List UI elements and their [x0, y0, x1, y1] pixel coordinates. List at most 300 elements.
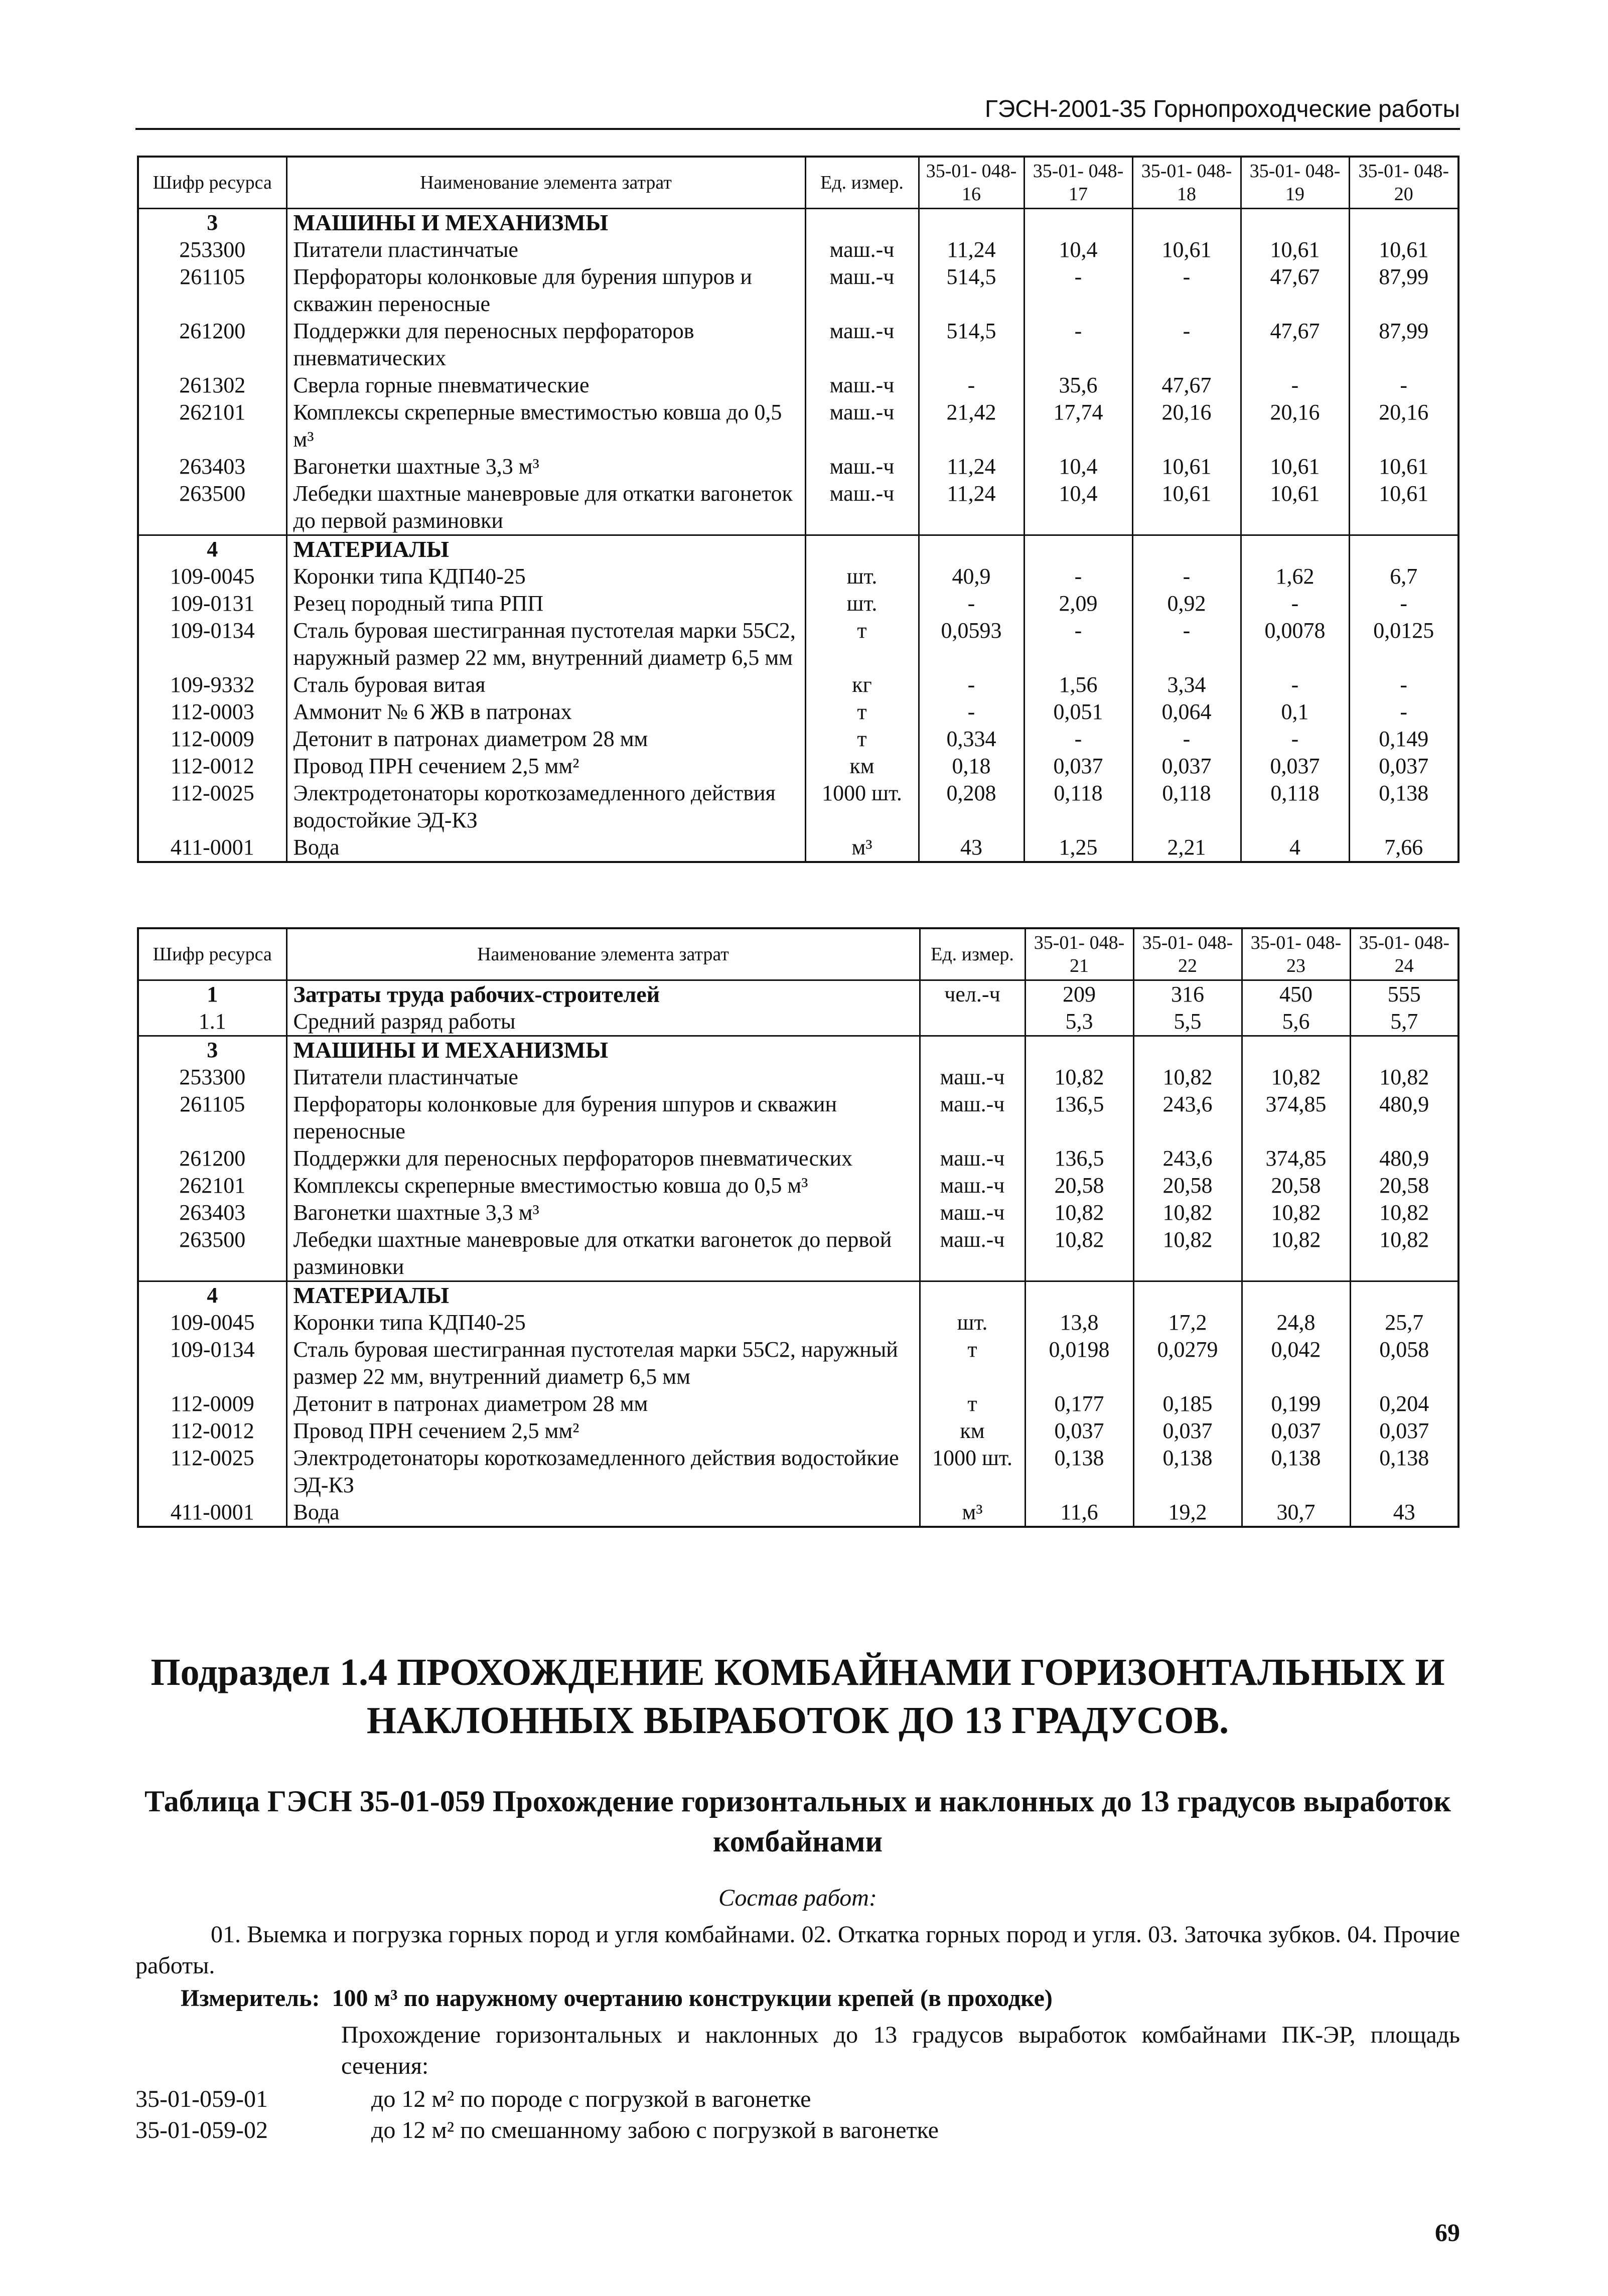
running-header: ГЭСН-2001-35 Горнопроходческие работы	[135, 95, 1460, 130]
row-value: 10,61	[1241, 453, 1349, 480]
row-value: 43	[1350, 1499, 1458, 1527]
row-value: 30,7	[1242, 1499, 1350, 1527]
row-value: 10,82	[1133, 1199, 1242, 1226]
table-row	[138, 1281, 1458, 1310]
column-header-code: Шифр ресурса	[138, 928, 286, 980]
row-value: -	[919, 671, 1024, 698]
row-value: 0,1	[1241, 698, 1349, 726]
row-unit: 1000 шт.	[805, 780, 919, 834]
item-text: до 12 м² по породе с погрузкой в вагонетке	[371, 2086, 811, 2112]
row-value: 0,037	[1132, 753, 1241, 780]
row-value: 514,5	[919, 318, 1024, 372]
row-code: 262101	[138, 1172, 286, 1199]
row-value: 0,0125	[1349, 617, 1458, 671]
row-value	[1242, 1036, 1350, 1064]
column-header-norm: 35-01- 048-16	[919, 157, 1024, 209]
row-name: Вагонетки шахтные 3,3 м³	[286, 453, 805, 480]
row-unit: м³	[920, 1499, 1025, 1527]
table-row	[138, 1036, 1458, 1064]
row-code: 109-0134	[138, 1336, 286, 1390]
table-row	[138, 209, 1458, 237]
column-header-unit: Ед. измер.	[920, 928, 1025, 980]
row-value: 136,5	[1025, 1145, 1133, 1172]
row-value: -	[1241, 590, 1349, 617]
row-value: 0,177	[1025, 1390, 1133, 1417]
row-code: 3	[138, 1036, 286, 1064]
column-header-norm: 35-01- 048-20	[1349, 157, 1458, 209]
row-unit	[920, 1008, 1025, 1036]
table-row	[138, 453, 1458, 480]
row-value: -	[919, 698, 1024, 726]
row-value: 10,4	[1024, 480, 1132, 535]
row-name: Средний разряд работы	[286, 1008, 920, 1036]
row-value: -	[919, 372, 1024, 399]
column-header-norm: 35-01- 048-24	[1350, 928, 1458, 980]
row-value: 11,6	[1025, 1499, 1133, 1527]
row-value: 374,85	[1242, 1091, 1350, 1145]
table-row	[138, 480, 1458, 535]
row-value: 0,037	[1349, 753, 1458, 780]
row-value: 10,82	[1350, 1226, 1458, 1281]
row-name: Комплексы скреперные вместимостью ковша до 0,5 м³	[286, 399, 805, 453]
row-unit: маш.-ч	[805, 480, 919, 535]
row-value: 20,58	[1133, 1172, 1242, 1199]
row-code: 112-0025	[138, 1445, 286, 1499]
row-value: 480,9	[1350, 1091, 1458, 1145]
row-value	[1132, 535, 1241, 563]
row-name: Провод ПРН сечением 2,5 мм²	[286, 1417, 920, 1445]
row-value: 514,5	[919, 263, 1024, 318]
row-value: 0,138	[1025, 1445, 1133, 1499]
row-unit: маш.-ч	[805, 453, 919, 480]
row-value: 17,74	[1024, 399, 1132, 453]
row-value: -	[1241, 372, 1349, 399]
row-name: Перфораторы колонковые для бурения шпуров и скважин переносные	[286, 263, 805, 318]
row-unit: маш.-ч	[920, 1145, 1025, 1172]
row-code: 263500	[138, 1226, 286, 1281]
row-name: Сталь буровая витая	[286, 671, 805, 698]
row-name: Электродетонаторы короткозамедленного действия водостойкие ЭД-КЗ	[286, 1445, 920, 1499]
row-value: 21,42	[919, 399, 1024, 453]
row-value: 11,24	[919, 480, 1024, 535]
row-value	[1241, 535, 1349, 563]
row-unit: т	[920, 1390, 1025, 1417]
row-unit: кг	[805, 671, 919, 698]
row-value: 0,037	[1241, 753, 1349, 780]
table-row	[138, 1445, 1458, 1499]
row-code: 253300	[138, 1064, 286, 1091]
row-name: Перфораторы колонковые для бурения шпуров и скважин переносные	[286, 1091, 920, 1145]
row-value: 0,037	[1024, 753, 1132, 780]
row-value: 0,058	[1350, 1336, 1458, 1390]
table-row	[138, 236, 1458, 263]
row-code: 1.1	[138, 1008, 286, 1036]
row-name: Вода	[286, 1499, 920, 1527]
row-value: 0,118	[1024, 780, 1132, 834]
row-value: 374,85	[1242, 1145, 1350, 1172]
table-row	[138, 671, 1458, 698]
row-code: 112-0003	[138, 698, 286, 726]
row-value: 450	[1242, 980, 1350, 1009]
row-name: Сверла горные пневматические	[286, 372, 805, 399]
row-name: Провод ПРН сечением 2,5 мм²	[286, 753, 805, 780]
row-value: 4	[1241, 834, 1349, 862]
row-value: 10,61	[1241, 480, 1349, 535]
row-unit: 1000 шт.	[920, 1445, 1025, 1499]
row-code: 263403	[138, 1199, 286, 1226]
row-name: Сталь буровая шестигранная пустотелая марки 55С2, наружный размер 22 мм, внутренний диаметр 6,5 мм	[286, 617, 805, 671]
row-value: 0,064	[1132, 698, 1241, 726]
row-value: 0,138	[1242, 1445, 1350, 1499]
row-value	[1133, 1036, 1242, 1064]
row-value: 10,82	[1350, 1199, 1458, 1226]
column-header-norm: 35-01- 048-17	[1024, 157, 1132, 209]
row-code: 109-0131	[138, 590, 286, 617]
row-code: 112-0009	[138, 726, 286, 753]
row-value: 10,61	[1349, 453, 1458, 480]
row-unit: маш.-ч	[805, 399, 919, 453]
row-code: 109-0045	[138, 563, 286, 590]
row-value: 20,58	[1242, 1172, 1350, 1199]
table-title: Таблица ГЭСН 35-01-059 Прохождение горизонтальных и наклонных до 13 градусов выработок комбайнами	[144, 1785, 1451, 1858]
row-unit: маш.-ч	[805, 263, 919, 318]
row-value: 25,7	[1350, 1309, 1458, 1336]
row-value: 20,16	[1241, 399, 1349, 453]
row-value: 10,61	[1132, 236, 1241, 263]
row-name: Питатели пластинчатые	[286, 1064, 920, 1091]
page-number: 69	[1435, 2218, 1460, 2246]
table-row	[138, 372, 1458, 399]
row-code: 1	[138, 980, 286, 1009]
row-unit: т	[920, 1336, 1025, 1390]
row-unit: т	[805, 698, 919, 726]
table-row	[138, 1499, 1458, 1527]
row-value: 10,82	[1350, 1064, 1458, 1091]
row-value: -	[1132, 563, 1241, 590]
row-unit: т	[805, 726, 919, 753]
row-value: -	[1024, 617, 1132, 671]
row-value: 87,99	[1349, 263, 1458, 318]
row-value	[1350, 1036, 1458, 1064]
table-row	[138, 753, 1458, 780]
row-value: 0,185	[1133, 1390, 1242, 1417]
row-value: 20,58	[1350, 1172, 1458, 1199]
column-header-name: Наименование элемента затрат	[286, 157, 805, 209]
table-row	[138, 1008, 1458, 1036]
work-composition-text: 01. Выемка и погрузка горных пород и угля комбайнами. 02. Откатка горных пород и угля. 03. Заточка зубков. 04. Прочие работы.	[135, 1921, 1460, 1979]
row-unit: маш.-ч	[920, 1091, 1025, 1145]
table-header-row	[138, 928, 1458, 980]
work-items-list	[135, 2084, 939, 2146]
column-header-unit: Ед. измер.	[805, 157, 919, 209]
meter-value: 100 м³ по наружному очертанию конструкции крепей (в проходке)	[332, 1985, 1053, 2012]
row-value: 10,61	[1132, 480, 1241, 535]
row-value: 3,34	[1132, 671, 1241, 698]
row-name: Сталь буровая шестигранная пустотелая марки 55С2, наружный размер 22 мм, внутренний диаметр 6,5 мм	[286, 1336, 920, 1390]
row-value: 1,25	[1024, 834, 1132, 862]
row-code: 3	[138, 209, 286, 237]
row-unit: т	[805, 617, 919, 671]
row-value: -	[1349, 372, 1458, 399]
row-value: 47,67	[1241, 318, 1349, 372]
row-value: 2,21	[1132, 834, 1241, 862]
table-row	[138, 834, 1458, 862]
row-value: 2,09	[1024, 590, 1132, 617]
row-name: Вагонетки шахтные 3,3 м³	[286, 1199, 920, 1226]
column-header-norm: 35-01- 048-19	[1241, 157, 1349, 209]
row-unit: шт.	[805, 590, 919, 617]
row-name: Лебедки шахтные маневровые для откатки вагонеток до первой разминовки	[286, 480, 805, 535]
row-name: Питатели пластинчатые	[286, 236, 805, 263]
column-header-norm: 35-01- 048-21	[1025, 928, 1133, 980]
row-value	[1349, 535, 1458, 563]
work-composition-title: Состав работ:	[718, 1885, 877, 1911]
row-value	[1133, 1281, 1242, 1310]
item-text: до 12 м² по смешанному забою с погрузкой в вагонетке	[371, 2117, 939, 2143]
row-code: 109-0045	[138, 1309, 286, 1336]
row-name: Вода	[286, 834, 805, 862]
row-value: 0,149	[1349, 726, 1458, 753]
table-row	[138, 1145, 1458, 1172]
row-name: Коронки типа КДП40-25	[286, 1309, 920, 1336]
row-value: 0,042	[1242, 1336, 1350, 1390]
row-value: -	[1132, 318, 1241, 372]
row-value: 0,037	[1242, 1417, 1350, 1445]
row-unit	[920, 1281, 1025, 1310]
row-unit: маш.-ч	[805, 318, 919, 372]
row-value: 0,18	[919, 753, 1024, 780]
table-row	[138, 1309, 1458, 1336]
item-code: 35-01-059-01	[135, 2086, 268, 2112]
row-value: 0,037	[1025, 1417, 1133, 1445]
row-value: 0,118	[1241, 780, 1349, 834]
row-name: МАШИНЫ И МЕХАНИЗМЫ	[286, 209, 805, 237]
table-row	[138, 399, 1458, 453]
row-code: 112-0009	[138, 1390, 286, 1417]
row-name: Детонит в патронах диаметром 28 мм	[286, 726, 805, 753]
row-value: 10,82	[1025, 1226, 1133, 1281]
table-row	[138, 698, 1458, 726]
list-item	[135, 2115, 939, 2146]
table-row	[138, 1390, 1458, 1417]
row-name: Комплексы скреперные вместимостью ковша до 0,5 м³	[286, 1172, 920, 1199]
table-row	[138, 1336, 1458, 1390]
row-value: 10,61	[1349, 236, 1458, 263]
row-value	[1349, 209, 1458, 237]
row-unit: маш.-ч	[805, 372, 919, 399]
row-value: -	[919, 590, 1024, 617]
row-value: -	[1132, 263, 1241, 318]
row-value	[1024, 535, 1132, 563]
row-name: Лебедки шахтные маневровые для откатки вагонеток до первой разминовки	[286, 1226, 920, 1281]
row-value: 10,61	[1132, 453, 1241, 480]
row-value	[1350, 1281, 1458, 1310]
row-name: МАТЕРИАЛЫ	[286, 1281, 920, 1310]
row-unit: маш.-ч	[920, 1226, 1025, 1281]
row-value: 480,9	[1350, 1145, 1458, 1172]
row-value: 0,118	[1132, 780, 1241, 834]
row-value: 0,037	[1350, 1417, 1458, 1445]
row-value: 1,62	[1241, 563, 1349, 590]
table-row	[138, 617, 1458, 671]
row-value: 17,2	[1133, 1309, 1242, 1336]
row-value: -	[1024, 263, 1132, 318]
row-name: Аммонит № 6 ЖВ в патронах	[286, 698, 805, 726]
row-value: 0,204	[1350, 1390, 1458, 1417]
row-value: 0,037	[1133, 1417, 1242, 1445]
row-value: -	[1241, 726, 1349, 753]
row-name: МАТЕРИАЛЫ	[286, 535, 805, 563]
table-row	[138, 1172, 1458, 1199]
row-value: 5,6	[1242, 1008, 1350, 1036]
row-name: Резец породный типа РПП	[286, 590, 805, 617]
row-code: 253300	[138, 236, 286, 263]
row-value: 10,82	[1242, 1064, 1350, 1091]
row-code: 261200	[138, 1145, 286, 1172]
table-row	[138, 780, 1458, 834]
row-code: 261200	[138, 318, 286, 372]
row-value: 5,7	[1350, 1008, 1458, 1036]
row-value: -	[1024, 563, 1132, 590]
row-code: 411-0001	[138, 1499, 286, 1527]
table-row	[138, 1199, 1458, 1226]
row-unit	[920, 1036, 1025, 1064]
row-value: 243,6	[1133, 1091, 1242, 1145]
row-value: 209	[1025, 980, 1133, 1009]
table-header-row	[138, 157, 1458, 209]
row-code: 109-0134	[138, 617, 286, 671]
row-value: 40,9	[919, 563, 1024, 590]
list-item	[135, 2084, 939, 2115]
row-value: 20,16	[1132, 399, 1241, 453]
row-value: -	[1132, 617, 1241, 671]
row-value: 10,82	[1242, 1226, 1350, 1281]
row-value: 243,6	[1133, 1145, 1242, 1172]
row-value	[919, 209, 1024, 237]
row-unit: маш.-ч	[805, 236, 919, 263]
row-unit: чел.-ч	[920, 980, 1025, 1009]
row-unit: маш.-ч	[920, 1199, 1025, 1226]
row-name: Коронки типа КДП40-25	[286, 563, 805, 590]
row-value: 1,56	[1024, 671, 1132, 698]
row-value	[919, 535, 1024, 563]
row-value: 0,199	[1242, 1390, 1350, 1417]
resource-table-048-21-24	[137, 927, 1459, 1528]
row-value: 10,82	[1242, 1199, 1350, 1226]
row-value: 20,16	[1349, 399, 1458, 453]
row-code: 4	[138, 535, 286, 563]
row-value: 0,92	[1132, 590, 1241, 617]
row-value: 10,61	[1241, 236, 1349, 263]
row-value: -	[1349, 671, 1458, 698]
row-value: 20,58	[1025, 1172, 1133, 1199]
row-value: 47,67	[1132, 372, 1241, 399]
table-row	[138, 1417, 1458, 1445]
row-value	[1242, 1281, 1350, 1310]
row-unit	[805, 209, 919, 237]
row-value: -	[1132, 726, 1241, 753]
table-row	[138, 318, 1458, 372]
row-unit: м³	[805, 834, 919, 862]
resource-table-048-16-20	[137, 156, 1459, 863]
row-value: 0,334	[919, 726, 1024, 753]
row-value	[1132, 209, 1241, 237]
row-code: 112-0025	[138, 780, 286, 834]
row-value: 316	[1133, 980, 1242, 1009]
row-name: Детонит в патронах диаметром 28 мм	[286, 1390, 920, 1417]
row-value: 555	[1350, 980, 1458, 1009]
row-value: 6,7	[1349, 563, 1458, 590]
row-value: 10,4	[1024, 453, 1132, 480]
row-name: Затраты труда рабочих-строителей	[286, 980, 920, 1009]
row-value: 0,0198	[1025, 1336, 1133, 1390]
row-value: 10,82	[1025, 1064, 1133, 1091]
row-value: 87,99	[1349, 318, 1458, 372]
table-row	[138, 726, 1458, 753]
row-value: 5,3	[1025, 1008, 1133, 1036]
row-value	[1025, 1036, 1133, 1064]
row-value: 47,67	[1241, 263, 1349, 318]
column-header-norm: 35-01- 048-23	[1242, 928, 1350, 980]
row-value: -	[1349, 698, 1458, 726]
row-unit: км	[805, 753, 919, 780]
row-value: 5,5	[1133, 1008, 1242, 1036]
row-value	[1241, 209, 1349, 237]
meter-line	[181, 1984, 1053, 2012]
row-unit: шт.	[805, 563, 919, 590]
table-row	[138, 1064, 1458, 1091]
row-unit: шт.	[920, 1309, 1025, 1336]
row-value: 43	[919, 834, 1024, 862]
row-code: 261105	[138, 1091, 286, 1145]
meter-label: Измеритель:	[181, 1985, 320, 2012]
row-name: Поддержки для переносных перфораторов пневматических	[286, 1145, 920, 1172]
row-value: 0,138	[1350, 1445, 1458, 1499]
column-header-norm: 35-01- 048-22	[1133, 928, 1242, 980]
row-value: 10,4	[1024, 236, 1132, 263]
row-value: 24,8	[1242, 1309, 1350, 1336]
row-code: 261302	[138, 372, 286, 399]
row-value: 0,0593	[919, 617, 1024, 671]
row-value: 11,24	[919, 236, 1024, 263]
row-code: 112-0012	[138, 1417, 286, 1445]
row-value: 0,051	[1024, 698, 1132, 726]
works-description: Прохождение горизонтальных и наклонных до 13 градусов выработок комбайнами ПК-ЭР, площадь сечения:	[341, 2022, 1460, 2079]
row-unit	[805, 535, 919, 563]
row-name: МАШИНЫ И МЕХАНИЗМЫ	[286, 1036, 920, 1064]
row-code: 263403	[138, 453, 286, 480]
row-value: 10,82	[1025, 1199, 1133, 1226]
row-value: -	[1024, 726, 1132, 753]
table-row	[138, 563, 1458, 590]
row-value: 0,138	[1133, 1445, 1242, 1499]
table-row	[138, 590, 1458, 617]
column-header-name: Наименование элемента затрат	[286, 928, 920, 980]
row-name: Поддержки для переносных перфораторов пневматических	[286, 318, 805, 372]
row-code: 261105	[138, 263, 286, 318]
table-row	[138, 263, 1458, 318]
row-value: 11,24	[919, 453, 1024, 480]
row-value: -	[1241, 671, 1349, 698]
column-header-norm: 35-01- 048-18	[1132, 157, 1241, 209]
row-value: 35,6	[1024, 372, 1132, 399]
row-unit: маш.-ч	[920, 1064, 1025, 1091]
row-code: 263500	[138, 480, 286, 535]
row-value: 0,0078	[1241, 617, 1349, 671]
subsection-title: Подраздел 1.4 ПРОХОЖДЕНИЕ КОМБАЙНАМИ ГОРИЗОНТАЛЬНЫХ И НАКЛОННЫХ ВЫРАБОТОК ДО 13 ГРАДУСОВ.	[151, 1651, 1445, 1742]
table-row	[138, 1226, 1458, 1281]
row-code: 262101	[138, 399, 286, 453]
